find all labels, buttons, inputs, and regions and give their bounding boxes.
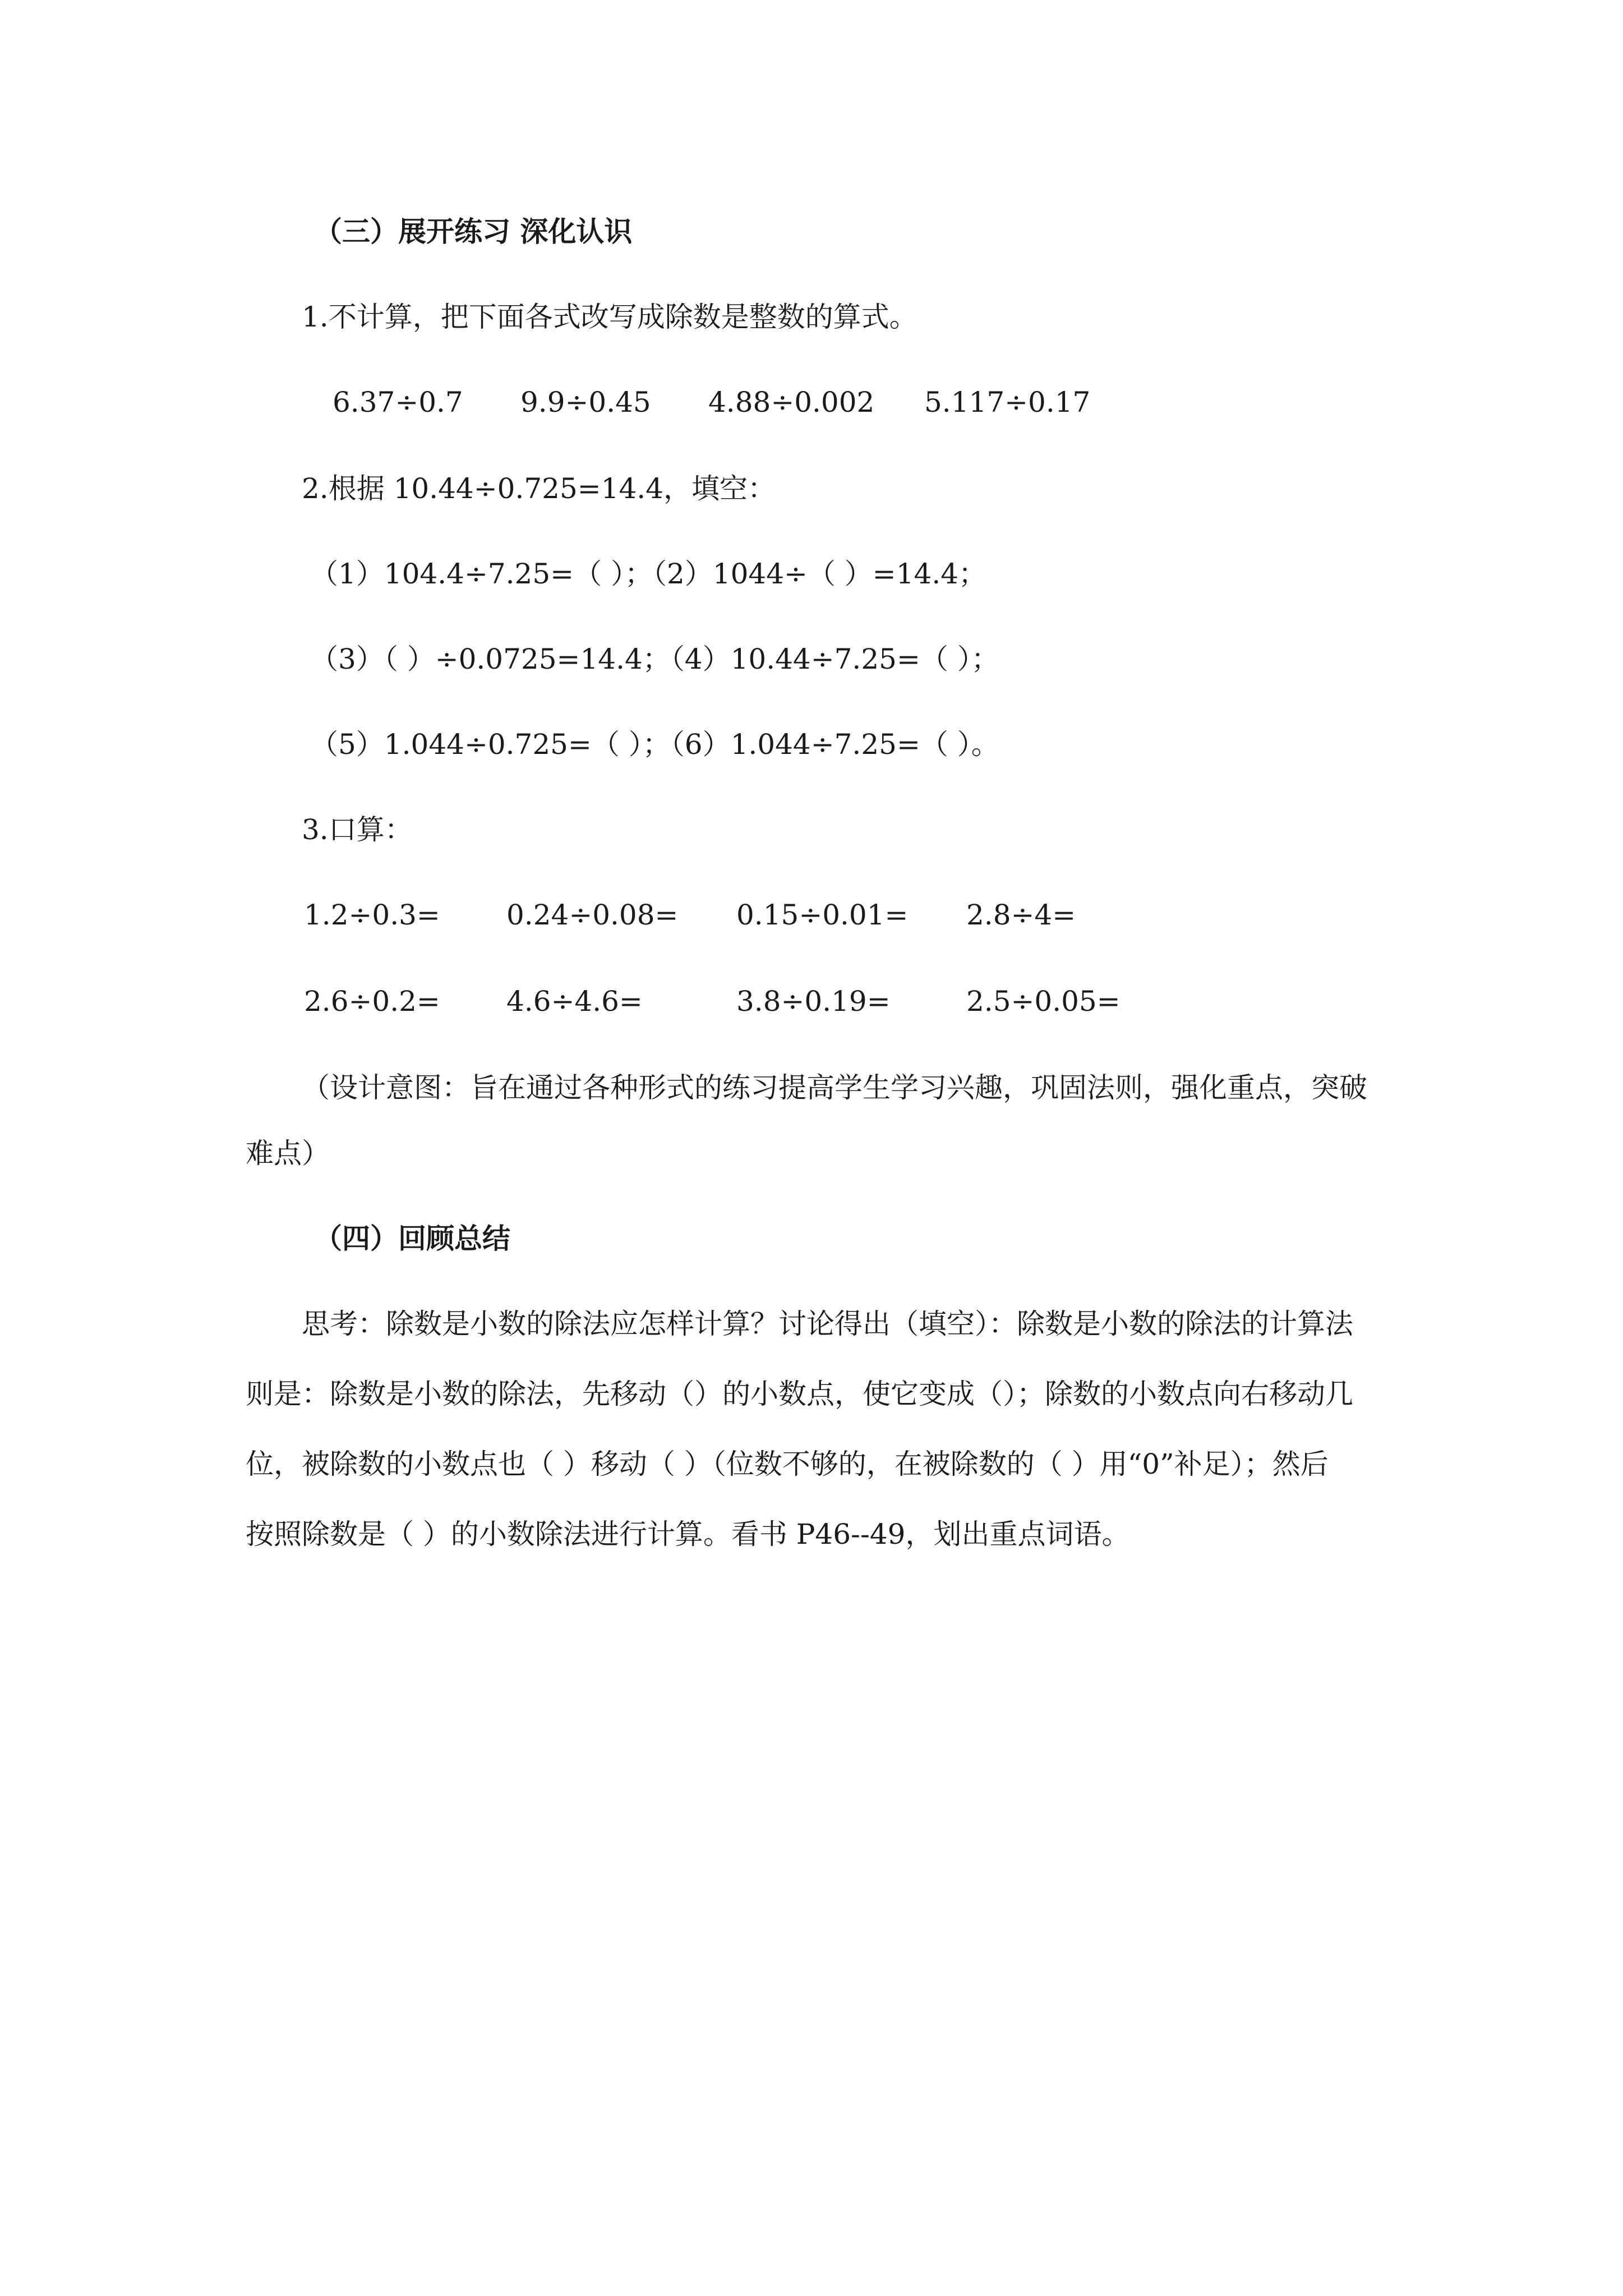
question-2-line: （3）（ ）÷0.0725=14.4；（4）10.44÷7.25=（ ）； — [310, 643, 999, 675]
oral-calc-item: 0.15÷0.01= — [736, 899, 909, 931]
oral-calc-item: 2.8÷4= — [966, 899, 1076, 931]
question-1-item: 5.117÷0.17 — [924, 386, 1091, 418]
question-1-item: 9.9÷0.45 — [520, 386, 651, 418]
question-3-prompt: 3.口算： — [302, 813, 413, 846]
question-2-line: （1）104.4÷7.25=（ ）；（2）1044÷（ ）=14.4； — [310, 558, 987, 590]
summary-paragraph-line: 则是：除数是小数的除法，先移动（）的小数点，使它变成（）；除数的小数点向右移动几 — [246, 1378, 1353, 1410]
question-1-item: 6.37÷0.7 — [333, 386, 463, 418]
question-2-line: （5）1.044÷0.725=（ ）；（6）1.044÷7.25=（ ）。 — [310, 728, 999, 761]
oral-calc-item: 0.24÷0.08= — [506, 899, 679, 931]
oral-calc-item: 1.2÷0.3= — [304, 899, 440, 931]
section-3-heading: （三）展开练习 深化认识 — [314, 215, 633, 248]
summary-paragraph-line: 按照除数是（ ）的小数除法进行计算。看书 P46--49，划出重点词语。 — [246, 1518, 1130, 1550]
question-1-item: 4.88÷0.002 — [708, 386, 875, 418]
design-note-line: 难点） — [246, 1137, 330, 1170]
oral-calc-item: 4.6÷4.6= — [506, 985, 643, 1018]
summary-paragraph-line: 思考：除数是小数的除法应怎样计算？讨论得出（填空）：除数是小数的除法的计算法 — [302, 1308, 1353, 1340]
oral-calc-item: 3.8÷0.19= — [736, 985, 891, 1018]
oral-calc-item: 2.5÷0.05= — [966, 985, 1121, 1018]
oral-calc-item: 2.6÷0.2= — [304, 985, 440, 1018]
summary-paragraph-line: 位，被除数的小数点也（ ）移动（ ）（位数不够的，在被除数的（ ）用“0”补足）；然后 — [246, 1448, 1329, 1480]
question-2-prompt: 2.根据 10.44÷0.725=14.4，填空： — [302, 472, 776, 505]
design-note-line: （设计意图：旨在通过各种形式的练习提高学生学习兴趣，巩固法则，强化重点，突破 — [302, 1071, 1367, 1104]
question-1-prompt: 1.不计算，把下面各式改写成除数是整数的算式。 — [302, 301, 917, 333]
section-4-heading: （四）回顾总结 — [314, 1222, 510, 1255]
